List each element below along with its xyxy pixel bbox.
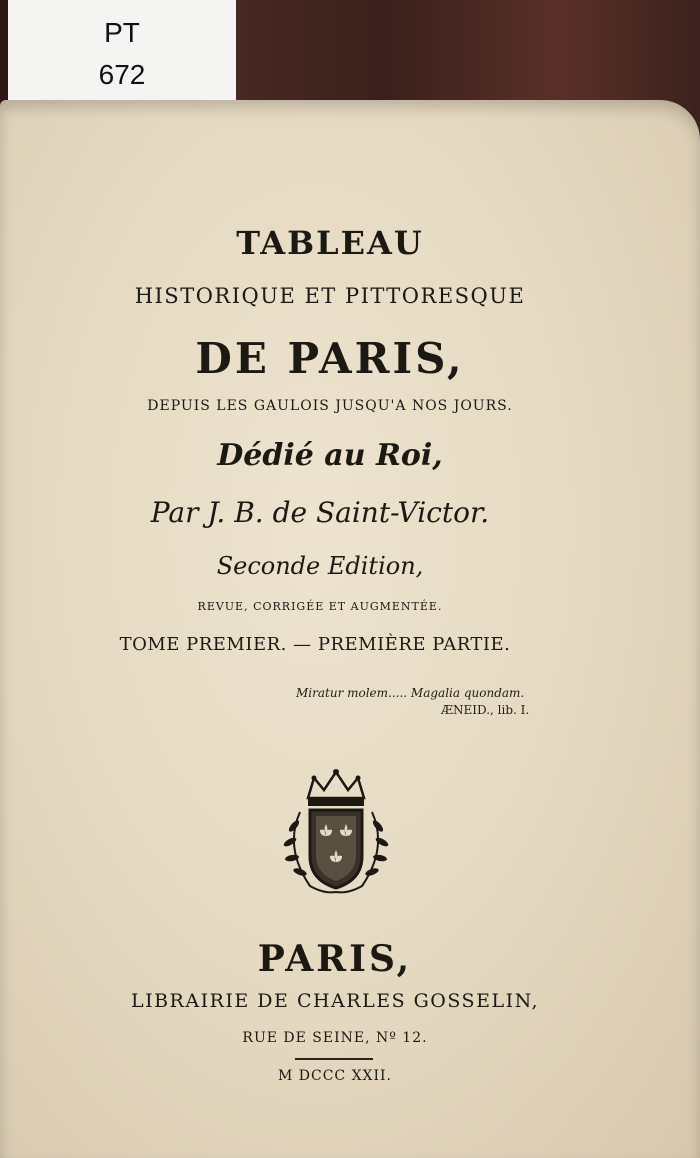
- revue-line: REVUE, CORRIGÉE ET AUGMENTÉE.: [197, 600, 443, 613]
- divider-rule: [295, 1058, 373, 1060]
- epigraph-source: ÆNEID., lib. I.: [441, 703, 530, 717]
- dedication: Dédié au Roi,: [217, 438, 443, 473]
- imprint-publisher: LIBRAIRIE DE CHARLES GOSSELIN,: [130, 990, 540, 1012]
- epigraph-quote: Miratur molem..... Magalia quondam.: [296, 686, 525, 700]
- epigraph: [296, 685, 596, 719]
- title-tableau: TABLEAU: [236, 224, 424, 262]
- title-historique: HISTORIQUE ET PITTORESQUE: [134, 284, 526, 308]
- imprint-address: RUE DE SEINE, Nº 12.: [242, 1030, 428, 1046]
- imprint-year: M DCCC XXII.: [277, 1068, 393, 1084]
- imprint-city: PARIS,: [257, 938, 413, 980]
- call-number-line2: 672: [98, 59, 146, 90]
- call-number-line1: PT: [104, 17, 140, 48]
- call-number-label: [8, 0, 236, 104]
- title-page: [0, 100, 700, 1158]
- edition-line: Seconde Edition,: [216, 552, 424, 580]
- royal-coat-of-arms-icon: [270, 768, 402, 898]
- title-de-paris: DE PARIS,: [195, 334, 465, 383]
- tome-line: TOME PREMIER. — PREMIÈRE PARTIE.: [119, 634, 511, 655]
- subtitle-depuis: DEPUIS LES GAULOIS JUSQU'A NOS JOURS.: [147, 398, 513, 414]
- author-line: Par J. B. de Saint-Victor.: [150, 496, 490, 529]
